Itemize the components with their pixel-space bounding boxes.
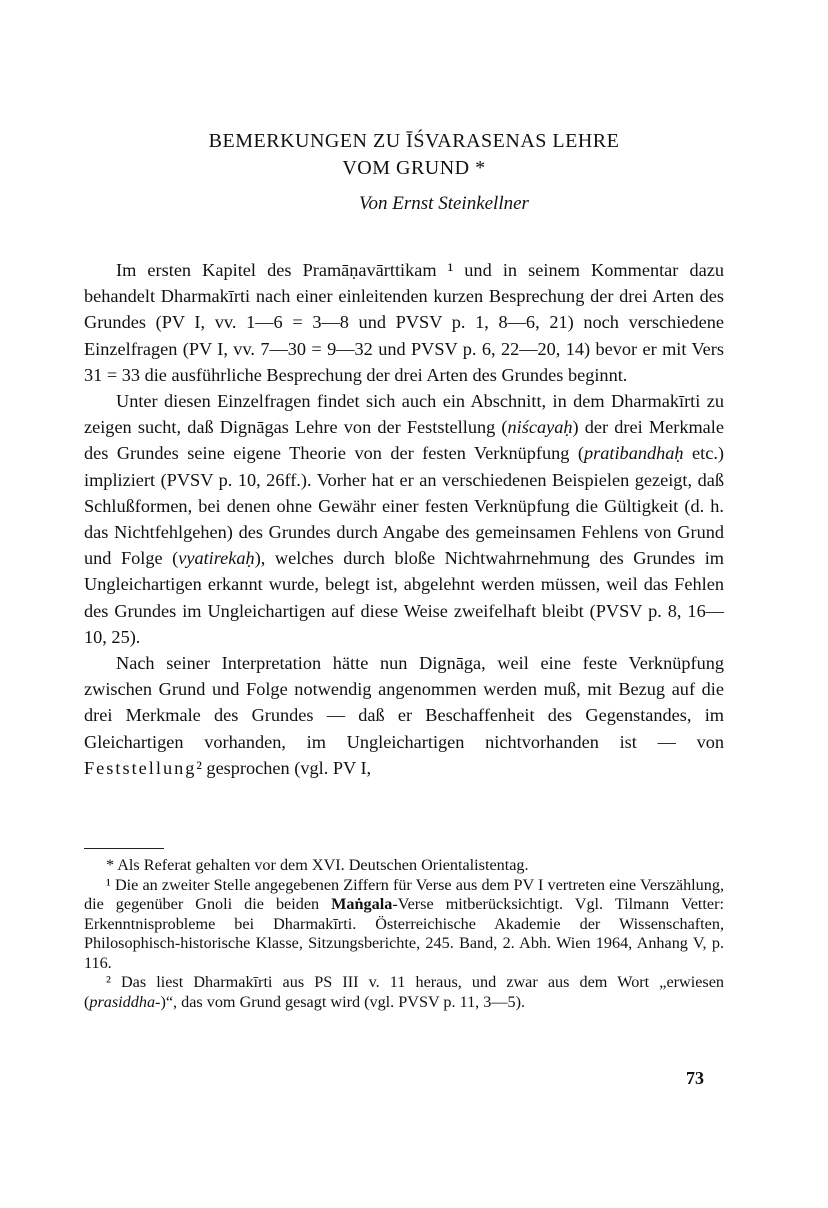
title-line-2: VOM GRUND * — [342, 157, 486, 179]
term-vyatirekah: vyatirekaḥ — [178, 548, 255, 569]
paragraph-2-text-c: etc.) impliziert (PVSV p. 10, 26ff.). Vorher hat er an verschiedenen Beispielen gezeigt, daß Schlußformen, bei denen ohne Gewähr einer festen Verknüpfung die Gültigkeit (d. h. das Nichtfehlgehen) des Grundes durch Angabe des gemeinsamen Fehlens von Grund und Folge ( — [84, 443, 724, 569]
footnote-star: * Als Referat gehalten vor dem XVI. Deutschen Orientalistentag. — [106, 856, 529, 874]
term-pratibandhah: pratibandhaḥ — [584, 443, 684, 464]
title-line-1: BEMERKUNGEN ZU ĪŚVARASENAS LEHRE — [208, 130, 620, 152]
paragraph-3-text-a: Nach seiner Interpretation hätte nun Dignāga, weil eine feste Verknüpfung zwischen Grund und Folge notwendig angenommen werden muß, mit Bezug auf die drei Merkmale des Grundes — daß er Beschaffenheit des Gegenstandes, im Gleichartigen vorhanden, im Ungleichartigen nichtvorhanden ist — von — [84, 653, 724, 752]
paragraph-2-text-d: ), welches durch bloße Nichtwahrnehmung des Grundes im Ungleichartigen erkannt wurde, belegt ist, abgelehnt werden müssen, weil das Fehlen des Grundes im Ungleichartigen auf diese Weise zweifelhaft bleibt (PVSV p. 8, 16—10, 25). — [84, 548, 724, 647]
paragraph-2-text-a: Unter diesen Einzelfragen findet sich auch ein Abschnitt, in dem Dharmakīrti zu zeigen sucht, daß Dignāgas Lehre von der Feststellung ( — [84, 391, 724, 438]
spaced-term-feststellung: Feststellung — [84, 757, 197, 778]
paragraph-2-text-b: ) der drei Merkmale des Grundes seine eigene Theorie von der festen Verknüpfung ( — [84, 417, 724, 464]
footnote-1 — [84, 876, 724, 974]
page-number: 73 — [686, 1068, 704, 1088]
paragraph-3-text-b: ² gesprochen (vgl. PV I, — [196, 757, 372, 778]
footnote-divider — [84, 848, 164, 849]
footnote-1-text-b: -Verse mitberücksichtigt. Vgl. Tilmann Vetter: Erkenntnisprobleme bei Dharmakīrti. Österreichische Akademie der Wissenschaften, Philosophisch-historische Klasse, Sitzungsberichte, 245. Band, 2. Abh. Wien 1964, Anhang V, p. 116. — [84, 895, 724, 972]
body-text — [84, 257, 724, 781]
term-mangala: Maṅgala — [331, 895, 393, 913]
footnote-1-text-a: ¹ Die an zweiter Stelle angegebenen Ziffern für Verse aus dem PV I vertreten eine Verszählung, die gegenüber Gnoli die beiden — [84, 875, 724, 913]
footnote-2-text-a: ² Das liest Dharmakīrti aus PS III v. 11 heraus, und zwar aus dem Wort „erwiesen ( — [84, 973, 724, 1011]
footnote-2 — [84, 973, 724, 1012]
term-prasiddha: prasiddha- — [89, 992, 161, 1011]
author-line: Von Ernst Steinkellner — [359, 193, 529, 214]
term-niscayah: niścayaḥ — [507, 417, 573, 438]
article-title — [0, 128, 828, 182]
footnote-2-text-b: )“, das vom Grund gesagt wird (vgl. PVSV p. 11, 3—5). — [160, 992, 526, 1011]
paragraph-3 — [84, 650, 724, 781]
paragraph-2 — [84, 388, 724, 650]
footnotes — [84, 856, 724, 1012]
paragraph-1: Im ersten Kapitel des Pramāṇavārttikam ¹ und in seinem Kommentar dazu behandelt Dharmakīrti nach einer einleitenden kurzen Besprechung der drei Arten des Grundes (PV I, vv. 1—6 = 3—8 und PVSV p. 1, 8—6, 21) noch verschiedene Einzelfragen (PV I, vv. 7—30 = 9—32 und PVSV p. 6, 22—20, 14) bevor er mit Vers 31 = 33 die ausführliche Besprechung der drei Arten des Grundes beginnt. — [84, 260, 724, 385]
